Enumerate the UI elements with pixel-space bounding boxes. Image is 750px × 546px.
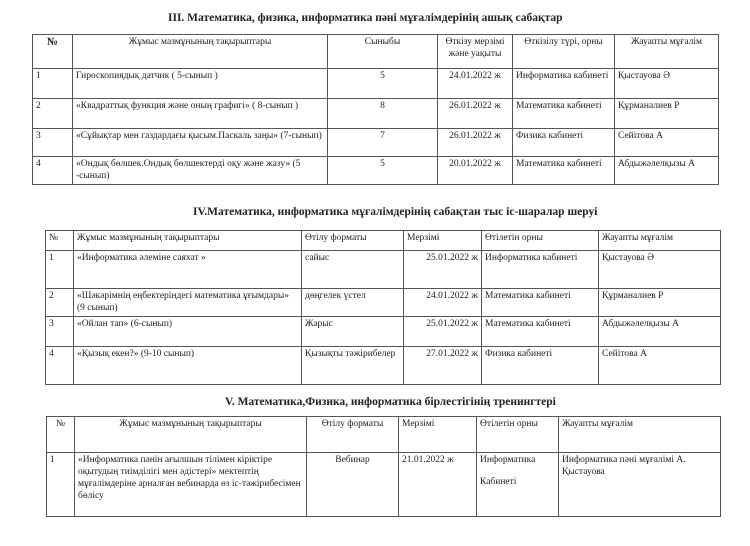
- table-row: [46, 289, 721, 317]
- row-teacher: Сейітова А: [599, 347, 721, 385]
- table-row: [46, 251, 721, 289]
- row-topic: «Квадраттық функция және оның графигі» ( 8-сынып ): [73, 99, 328, 129]
- row-teacher: Абдыжәлелқызы А: [599, 317, 721, 347]
- row-num: 2: [46, 289, 74, 317]
- row-date: 27.01.2022 ж: [404, 347, 482, 385]
- row-date: 21.01.2022 ж: [399, 453, 477, 517]
- header-topic: Жұмыс мазмұнының тақырыптары: [75, 417, 307, 453]
- section5-title: V. Математика,Физика, информатика бірлестігінің тренингтері: [225, 396, 556, 408]
- row-date: 25.01.2022 ж: [404, 251, 482, 289]
- section3-title: III. Математика, физика, информатика пәні мұғалімдерінің ашық сабақтар: [168, 12, 563, 24]
- table-row: [33, 157, 719, 185]
- header-place: Өтілетін орны: [477, 417, 559, 453]
- row-teacher: Құрманалиев Р: [615, 99, 719, 129]
- row-grade: 5: [328, 69, 438, 99]
- header-num: №: [33, 35, 73, 69]
- row-grade: 8: [328, 99, 438, 129]
- row-place: Физика кабинеті: [482, 347, 599, 385]
- row-format: Қызықты тәжірибелер: [302, 347, 404, 385]
- header-place: Өткізілу түрі, орны: [513, 35, 615, 69]
- table-row: [46, 347, 721, 385]
- header-topic: Жұмыс мазмұнының тақырыптары: [73, 35, 328, 69]
- row-num: 4: [33, 157, 73, 185]
- row-date: 25.01.2022 ж: [404, 317, 482, 347]
- header-place: Өтілетін орны: [482, 231, 599, 251]
- section5-table: [46, 416, 721, 517]
- row-format: Вебинар: [307, 453, 399, 517]
- table-row: [33, 99, 719, 129]
- header-teacher: Жауапты мұғалім: [599, 231, 721, 251]
- section4-table: [45, 230, 721, 385]
- row-date: 24.01.2022 ж: [404, 289, 482, 317]
- row-teacher: Сейітова А: [615, 129, 719, 157]
- row-num: 1: [46, 251, 74, 289]
- table-row: [33, 69, 719, 99]
- table-header-row: [47, 417, 721, 453]
- row-place: Физика кабинеті: [513, 129, 615, 157]
- table-header-row: [46, 231, 721, 251]
- header-grade: Сыныбы: [328, 35, 438, 69]
- row-num: 3: [46, 317, 74, 347]
- header-num: №: [46, 231, 74, 251]
- row-place: Математика кабинеті: [482, 289, 599, 317]
- row-topic: «Информатика әлеміне саяхат »: [74, 251, 302, 289]
- row-place: Математика кабинеті: [513, 157, 615, 185]
- row-num: 3: [33, 129, 73, 157]
- header-date: Мерзімі: [404, 231, 482, 251]
- table-row: [33, 129, 719, 157]
- table-header-row: [33, 35, 719, 69]
- header-date: Мерзімі: [399, 417, 477, 453]
- row-teacher: Қыстауова Ә: [615, 69, 719, 99]
- row-grade: 7: [328, 129, 438, 157]
- header-teacher: Жауапты мұғалім: [559, 417, 721, 453]
- row-num: 4: [46, 347, 74, 385]
- header-topic: Жұмыс мазмұнының тақырыптары: [74, 231, 302, 251]
- row-teacher: Информатика пәні мұғалімі А. Қыстауова: [559, 453, 721, 517]
- row-place: Информатика кабинеті: [513, 69, 615, 99]
- table-row: [46, 317, 721, 347]
- header-date: Өткізу мерзімі және уақыты: [438, 35, 513, 69]
- row-format: Жарыс: [302, 317, 404, 347]
- row-format: сайыс: [302, 251, 404, 289]
- row-date: 20.01.2022 ж: [438, 157, 513, 185]
- row-teacher: Қыстауова Ә: [599, 251, 721, 289]
- section4-title: ІV.Математика, информатика мұғалімдерінің сабақтан тыс іс-шаралар шеруі: [193, 206, 598, 218]
- row-date: 26.01.2022 ж: [438, 99, 513, 129]
- header-num: №: [47, 417, 75, 453]
- row-topic: «Ойлан тап» (6-сынып): [74, 317, 302, 347]
- row-place: Математика кабинеті: [482, 317, 599, 347]
- row-date: 26.01.2022 ж: [438, 129, 513, 157]
- row-topic: «Сұйықтар мен газдардағы қысым.Паскаль заңы» (7-сынып): [73, 129, 328, 157]
- row-place: [477, 453, 559, 517]
- row-teacher: Абдыжәлелқызы А: [615, 157, 719, 185]
- header-format: Өтілу форматы: [302, 231, 404, 251]
- row-place: Математика кабинеті: [513, 99, 615, 129]
- row-teacher: Құрманалиев Р: [599, 289, 721, 317]
- header-teacher: Жауапты мұғалім: [615, 35, 719, 69]
- row-topic: «Ондық бөлшек.Ондық бөлшектерді оқу және жазу» (5 -сынып): [73, 157, 328, 185]
- row-num: 2: [33, 99, 73, 129]
- row-num: 1: [47, 453, 75, 517]
- row-topic: «Шәкәрімнің еңбектеріндегі математика ұғымдары» (9 сынып): [74, 289, 302, 317]
- row-grade: 5: [328, 157, 438, 185]
- table-row: [47, 453, 721, 517]
- section3-table: [32, 34, 719, 185]
- row-date: 24.01.2022 ж: [438, 69, 513, 99]
- row-format: дөңгелек үстел: [302, 289, 404, 317]
- row-topic: «Информатика пәнін ағылшын тілімен кіріктіре оқытудың тиімділігі мен әдістері» мектептің мұғалімдеріне арналған вебинарда өз іс-тәжірибесімен бөлісу: [75, 453, 307, 517]
- place-line-1: Информатика: [480, 455, 536, 465]
- header-format: Өтілу форматы: [307, 417, 399, 453]
- row-topic: «Қызық екен?» (9-10 сынып): [74, 347, 302, 385]
- row-num: 1: [33, 69, 73, 99]
- row-place: Информатика кабинеті: [482, 251, 599, 289]
- row-topic: Гироскопиядық датчик ( 5-сынып ): [73, 69, 328, 99]
- place-line-2: Кабинеті: [480, 477, 517, 487]
